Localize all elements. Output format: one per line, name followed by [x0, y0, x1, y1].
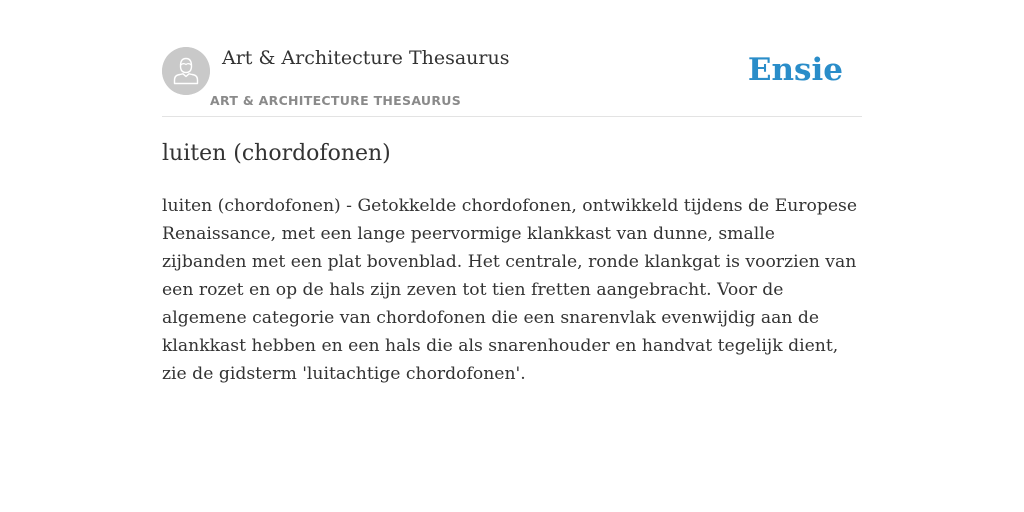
user-avatar-icon[interactable]: [162, 47, 210, 95]
person-outline-icon: [162, 47, 210, 95]
entry-title: luiten (chordofonen): [162, 141, 391, 166]
ensie-logo[interactable]: Ensie: [747, 52, 843, 88]
entry-body: luiten (chordofonen) - Getokkelde chordofonen, ontwikkeld tijdens de Europese Renaissance, met een lange peervormige klankkast van dunne, smalle zijbanden met een plat bovenblad. Het centrale, ronde klankgat is voorzien van een rozet en op de hals zijn zeven tot tien fretten aangebracht. Voor de algemene categorie van chordofonen die een snarenvlak evenwijdig aan de klankkast hebben en een hals die als snarenhouder en handvat tegelijk dient, zie de gidsterm 'luitachtige chordofonen'.: [162, 196, 858, 384]
source-title[interactable]: Art & Architecture Thesaurus: [222, 47, 510, 69]
source-subtitle[interactable]: ART & ARCHITECTURE THESAURUS: [210, 93, 462, 108]
entry-header: [162, 0, 862, 117]
